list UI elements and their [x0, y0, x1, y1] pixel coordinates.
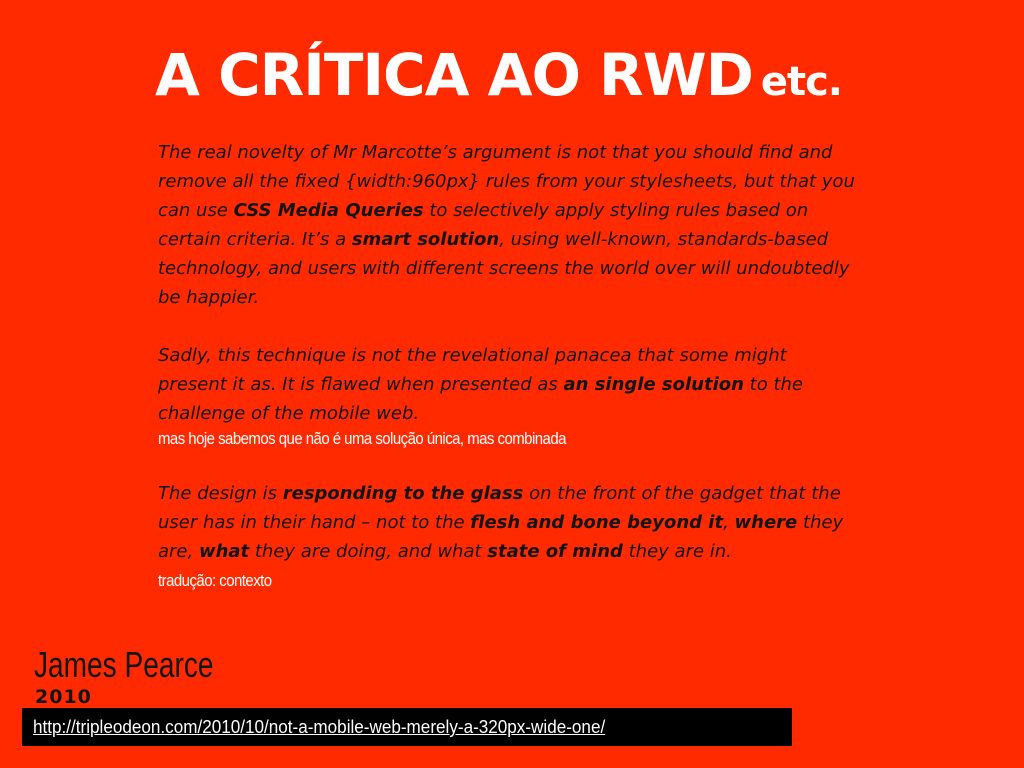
quote-text: , [723, 512, 735, 533]
quote-text: to the challenge of the mobile web. [158, 374, 804, 424]
quote-text: Sadly, this technique is not the revelational panacea that some might present it as. It is flawed when presented as [158, 345, 787, 395]
title-main: A CRÍTICA AO RWD [155, 41, 753, 109]
quote-emphasis: what [198, 541, 250, 562]
quote-text: to selectively apply styling rules based on certain criteria. It’s a [158, 200, 809, 250]
quote-text: they are, [158, 512, 844, 562]
source-url-link[interactable]: http://tripleodeon.com/2010/10/not-a-mobile-web-merely-a-320px-wide-one/ [33, 717, 606, 737]
author-name: James Pearce [34, 644, 214, 685]
annotation-note-2: tradução: contexto [158, 571, 272, 590]
source-url-bar [22, 708, 792, 746]
quote-text: , using well-known, standards-based technology, and users with different screens the world over will undoubtedly be happier. [158, 229, 850, 308]
quote-paragraph-2 [158, 341, 858, 428]
quote-emphasis: responding to the glass [282, 483, 524, 504]
quote-paragraph-3 [158, 479, 858, 566]
publication-year: 2010 [35, 686, 92, 708]
title-suffix: etc. [760, 59, 842, 105]
quote-text: they are in. [622, 541, 732, 562]
slide-title [155, 41, 842, 109]
quote-emphasis: state of mind [487, 541, 623, 562]
quote-text: The real novelty of Mr Marcotte’s argument is not that you should find and remove all the fixed {width:960px} rules from your stylesheets, but that you can use [158, 142, 855, 221]
quote-text: The design is [158, 483, 283, 504]
quote-text: on the front of the gadget that the user has in their hand – not to the [158, 483, 841, 533]
quote-emphasis: an single solution [563, 374, 744, 395]
quote-paragraph-1 [158, 138, 858, 312]
quote-emphasis: where [734, 512, 798, 533]
quote-block [158, 138, 858, 592]
annotation-note-1: mas hoje sabemos que não é uma solução única, mas combinada [158, 429, 566, 448]
quote-text: they are doing, and what [249, 541, 488, 562]
quote-emphasis: smart solution [351, 229, 500, 250]
quote-emphasis: flesh and bone beyond it [470, 512, 724, 533]
quote-emphasis: CSS Media Queries [233, 200, 424, 221]
